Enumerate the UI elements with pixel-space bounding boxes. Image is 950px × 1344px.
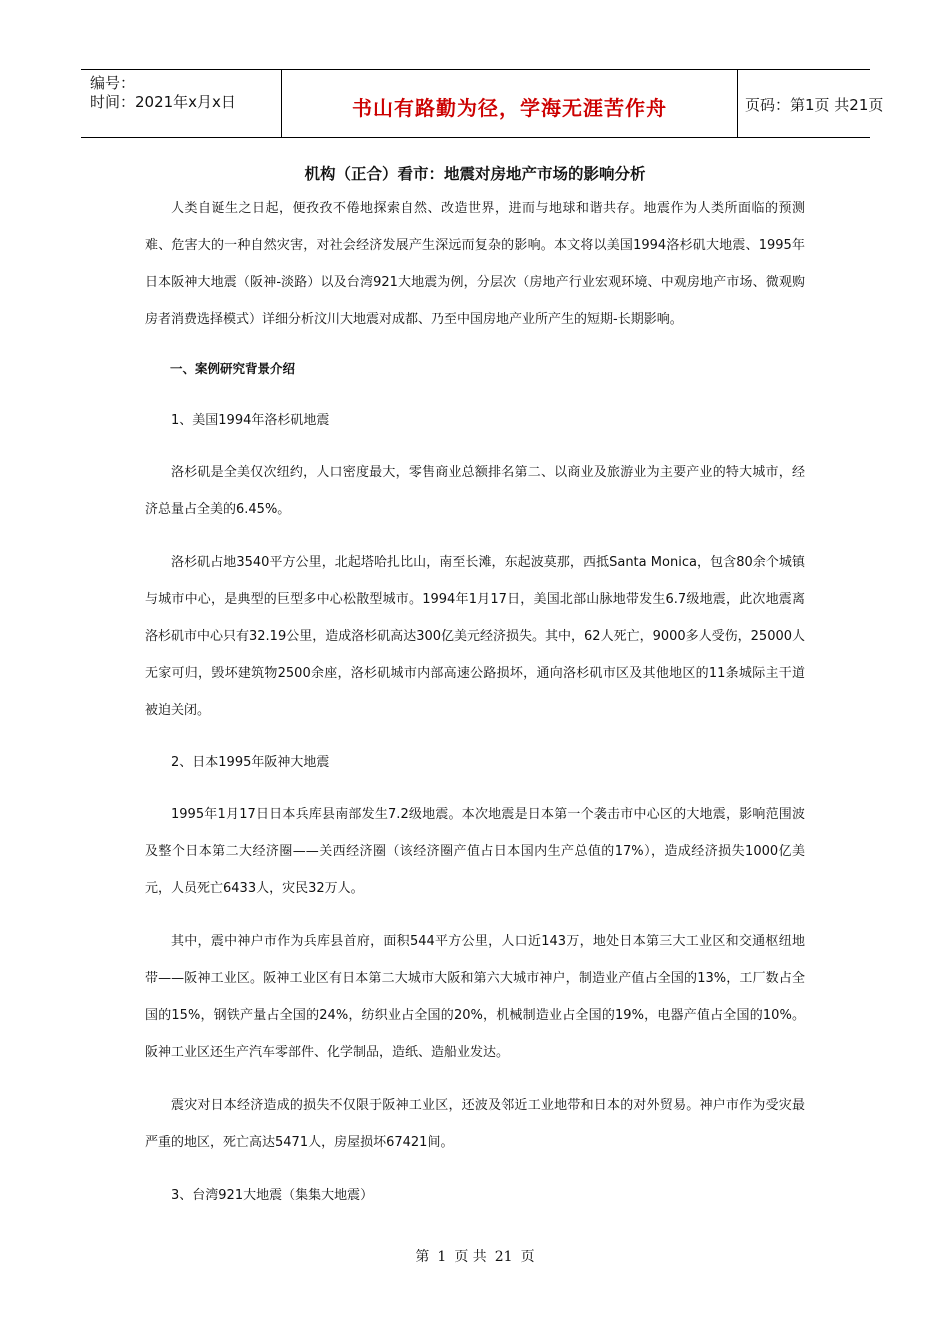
page-footer: [0, 1246, 950, 1266]
subsection-heading-la: 1、美国1994年洛杉矶地震: [171, 413, 330, 428]
subsection-heading-taiwan: 3、台湾921大地震（集集大地震）: [171, 1188, 374, 1203]
footer-page-suffix: 页: [520, 1249, 535, 1265]
footer-page-total: 21: [494, 1249, 513, 1265]
document-title: 机构（正合）看市：地震对房地产市场的影响分析: [304, 165, 646, 183]
header-motto: 书山有路勤为径，学海无涯苦作舟: [352, 96, 667, 120]
footer-page-prefix: 第: [415, 1249, 430, 1265]
header-left-cell: [81, 70, 281, 137]
footer-page-mid: 页 共: [454, 1249, 487, 1265]
header-right-cell: [737, 70, 884, 137]
document-number-label: 编号：: [90, 74, 136, 92]
paragraph-kobe-losses: 震灾对日本经济造成的损失不仅限于阪神工业区，还波及邻近工业地带和日本的对外贸易。神户市作为受灾最严重的地区，死亡高达5471人，房屋损坏67421间。: [145, 1098, 805, 1150]
footer-page-number: 1: [437, 1249, 447, 1265]
paragraph-kobe-overview: 1995年1月17日日本兵库县南部发生7.2级地震。本次地震是日本第一个袭击市中心区的大地震，影响范围波及整个日本第二大经济圈——关西经济圈（该经济圈产值占日本国内生产总值的17%），造成经济损失1000亿美元，人员死亡6433人，灾民32万人。: [145, 807, 805, 896]
document-time-label: 时间：2021年x月x日: [90, 93, 236, 111]
intro-paragraph: 人类自诞生之日起，便孜孜不倦地探索自然、改造世界，进而与地球和谐共存。地震作为人类所面临的预测难、危害大的一种自然灾害，对社会经济发展产生深远而复杂的影响。本文将以美国1994洛杉矶大地震、1995年日本阪神大地震（阪神-淡路）以及台湾921大地震为例，分层次（房地产行业宏观环境、中观房地产市场、微观购房者消费选择模式）详细分析汶川大地震对成都、乃至中国房地产业所产生的短期-长期影响。: [145, 201, 805, 327]
subsection-heading-kobe: 2、日本1995年阪神大地震: [171, 755, 330, 770]
header-motto-cell: [281, 70, 738, 137]
document-header: [81, 69, 884, 138]
paragraph-la-earthquake: 洛杉矶占地3540平方公里，北起塔哈扎比山，南至长滩，东起波莫那，西抵Santa Monica，包含80余个城镇与城市中心，是典型的巨型多中心松散型城市。1994年1月17日，美国北部山脉地带发生6.7级地震，此次地震离洛杉矶市中心只有32.19公里，造成洛杉矶高达300亿美元经济损失。其中，62人死亡，9000多人受伤，25000人无家可归，毁坏建筑物2500余座，洛杉矶城市内部高速公路损坏，通向洛杉矶市区及其他地区的11条城际主干道被迫关闭。: [145, 555, 806, 718]
paragraph-la-overview: 洛杉矶是全美仅次纽约，人口密度最大，零售商业总额排名第二、以商业及旅游业为主要产业的特大城市，经济总量占全美的6.45%。: [145, 465, 805, 517]
section-heading-1: 一、案例研究背景介绍: [170, 361, 296, 376]
header-page-info: 页码：第1页 共21页: [745, 96, 884, 114]
paragraph-kobe-industry: 其中，震中神户市作为兵库县首府，面积544平方公里，人口近143万，地处日本第三大工业区和交通枢纽地带——阪神工业区。阪神工业区有日本第二大城市大阪和第六大城市神户，制造业产值占全国的13%，工厂数占全国的15%，钢铁产量占全国的24%，纺织业占全国的20%，机械制造业占全国的19%，电器产值占全国的10%。阪神工业区还生产汽车零部件、化学制品，造纸、造船业发达。: [145, 934, 805, 1060]
